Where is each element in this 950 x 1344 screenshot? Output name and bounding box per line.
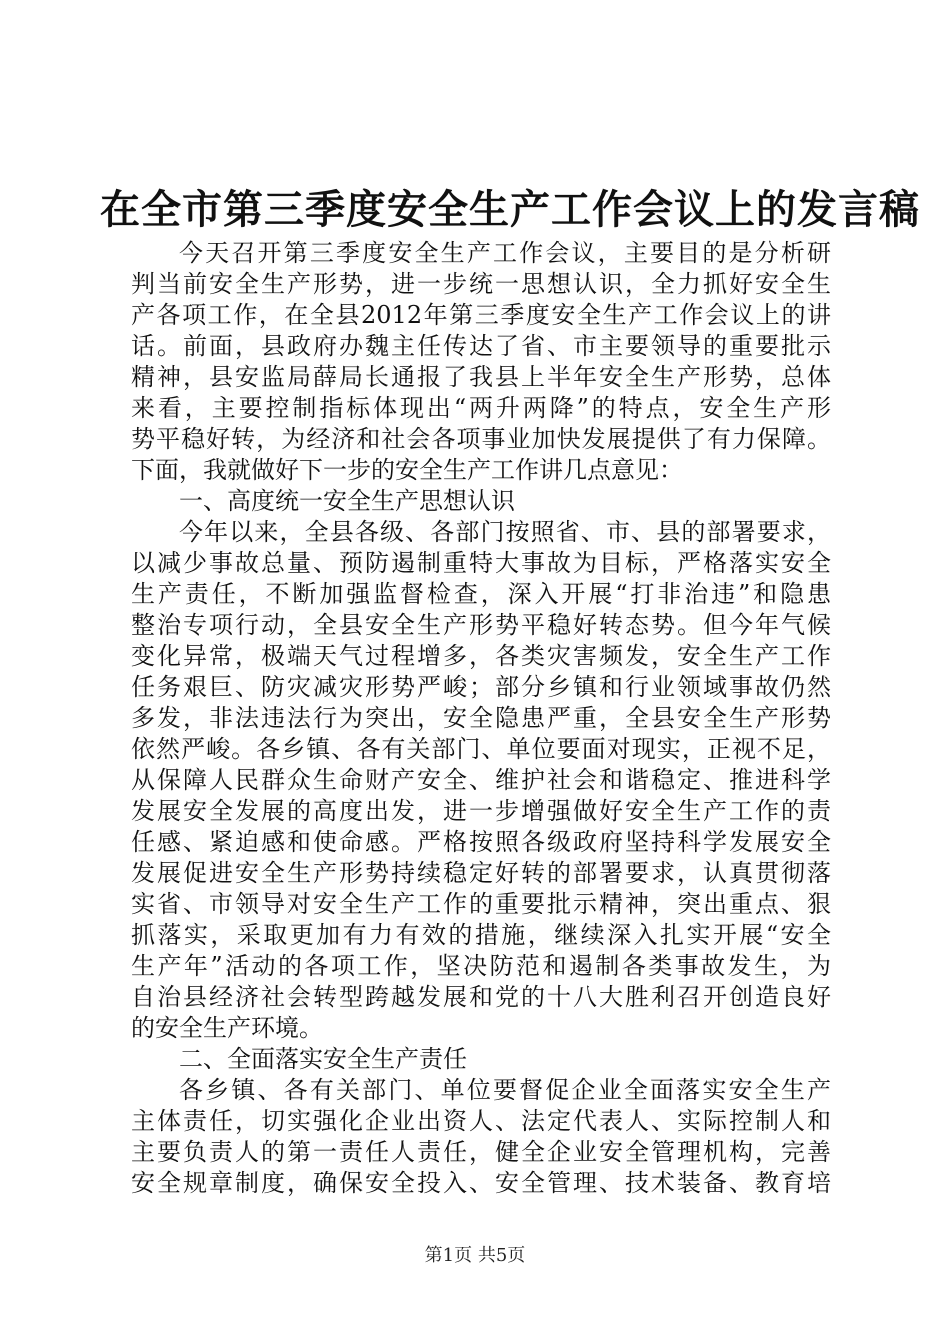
body-line: 整治专项行动，全县安全生产形势平稳好转态势。但今年气候 [131,611,831,639]
body-line: 以减少事故总量、预防遏制重特大事故为目标，严格落实安全 [131,549,831,577]
body-line: 主要负责人的第一责任人责任，健全企业安全管理机构，完善 [131,1138,831,1166]
page-footer: 第1页 共5页 [424,1245,526,1266]
body-line: 从保障人民群众生命财产安全、维护社会和谐稳定、推进科学 [131,766,831,794]
body-line: 生产责任，不断加强监督检查，深入开展“打非治违”和隐患 [131,580,831,608]
body-line: 产各项工作，在全县2012年第三季度安全生产工作会议上的讲 [131,301,831,329]
body-line: 抓落实，采取更加有力有效的措施，继续深入扎实开展“安全 [131,921,831,949]
body-line: 任务艰巨、防灾减灾形势严峻；部分乡镇和行业领域事故仍然 [131,673,831,701]
body-line: 主体责任，切实强化企业出资人、法定代表人、实际控制人和 [131,1107,831,1135]
body-line: 自治县经济社会转型跨越发展和党的十八大胜利召开创造良好 [131,983,831,1011]
body-line: 实省、市领导对安全生产工作的重要批示精神，突出重点、狠 [131,890,831,918]
body-line: 的安全生产环境。 [131,1014,323,1042]
body-line: 二、全面落实安全生产责任 [179,1045,467,1073]
body-line: 多发，非法违法行为突出，安全隐患严重，全县安全生产形势 [131,704,831,732]
body-line: 今年以来，全县各级、各部门按照省、市、县的部署要求， [179,518,831,546]
body-line: 势平稳好转，为经济和社会各项事业加快发展提供了有力保障。 [131,425,831,453]
document-title: 在全市第三季度安全生产工作会议上的发言稿 [100,186,920,233]
body-line: 各乡镇、各有关部门、单位要督促企业全面落实安全生产 [179,1076,831,1104]
body-line: 安全规章制度，确保安全投入、安全管理、技术装备、教育培 [131,1169,831,1197]
body-line: 生产年”活动的各项工作，坚决防范和遏制各类事故发生，为 [131,952,831,980]
body-line: 来看，主要控制指标体现出“两升两降”的特点，安全生产形 [131,394,831,422]
body-line: 精神，县安监局薛局长通报了我县上半年安全生产形势，总体 [131,363,831,391]
body-line: 发展促进安全生产形势持续稳定好转的部署要求，认真贯彻落 [131,859,831,887]
body-line: 任感、紧迫感和使命感。严格按照各级政府坚持科学发展安全 [131,828,831,856]
body-line: 下面，我就做好下一步的安全生产工作讲几点意见： [131,456,683,484]
body-line: 一、高度统一安全生产思想认识 [179,487,515,515]
body-line: 发展安全发展的高度出发，进一步增强做好安全生产工作的责 [131,797,831,825]
body-line: 判当前安全生产形势，进一步统一思想认识，全力抓好安全生 [131,270,831,298]
document-body [131,238,831,1199]
body-line: 依然严峻。各乡镇、各有关部门、单位要面对现实，正视不足， [131,735,831,763]
body-line: 变化异常，极端天气过程增多，各类灾害频发，安全生产工作 [131,642,831,670]
body-line: 今天召开第三季度安全生产工作会议，主要目的是分析研 [179,239,831,267]
body-line: 话。前面，县政府办魏主任传达了省、市主要领导的重要批示 [131,332,831,360]
